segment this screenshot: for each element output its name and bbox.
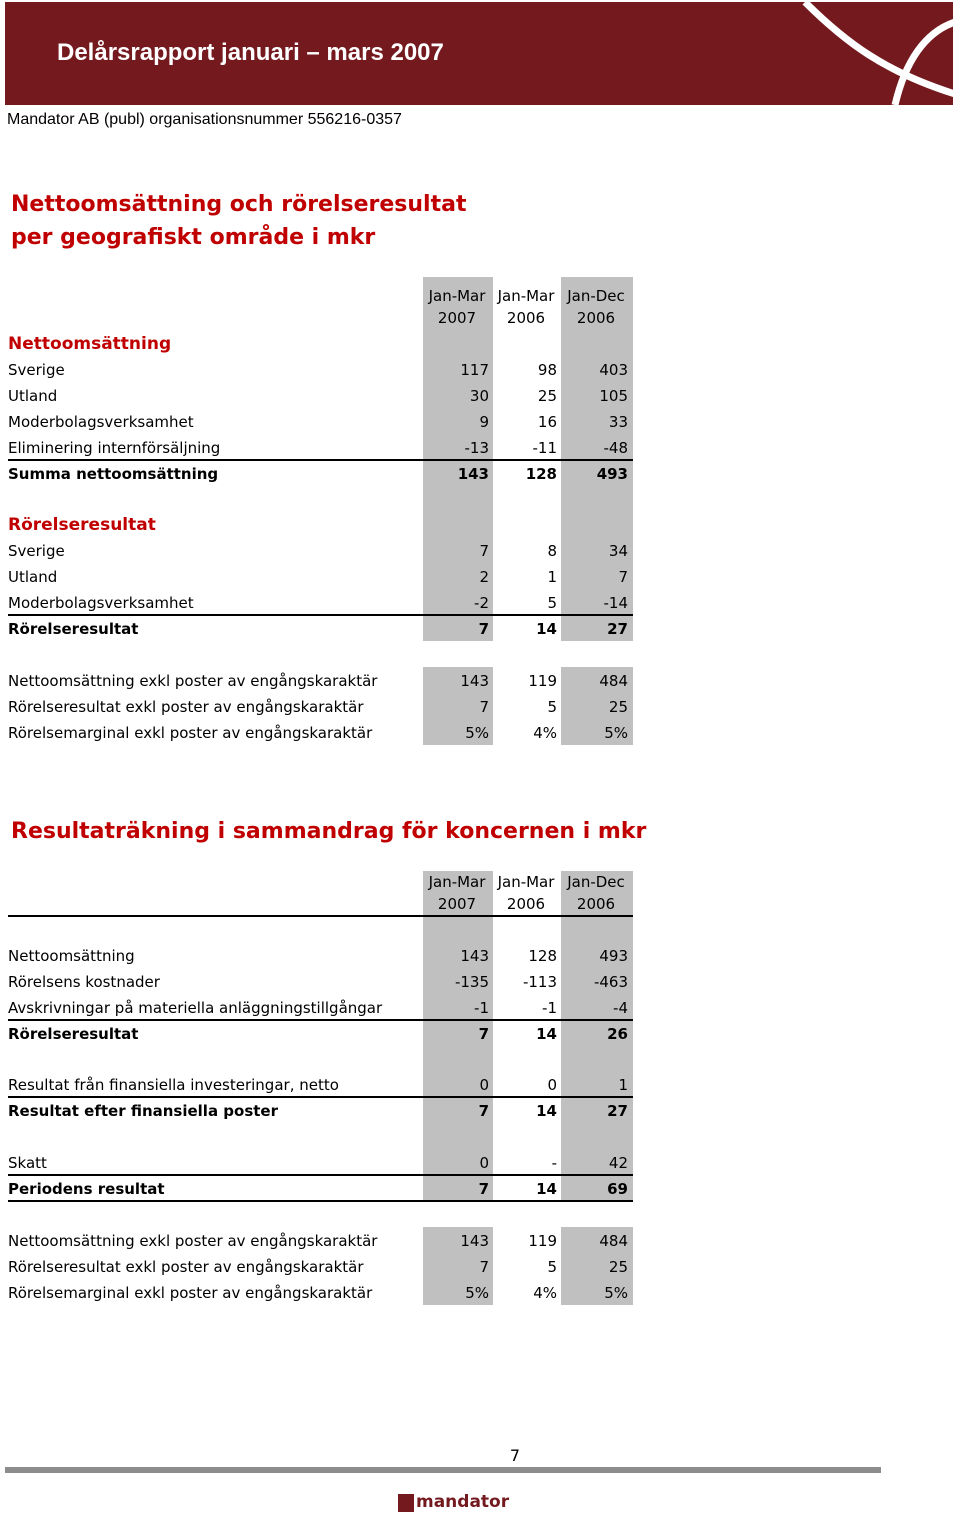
table-row [8,1021,633,1047]
row-label: Avskrivningar på materiella anläggningstillgångar [8,999,383,1017]
cell-value: 0 [479,1076,489,1094]
table-row [8,435,633,461]
cell-value: 1 [618,1076,628,1094]
cell-value: 493 [596,465,628,483]
table-row [8,1280,633,1306]
table-row [8,668,633,694]
column-header: Jan-Mar 2007 [428,873,486,913]
column-header: Jan-Mar 2006 [497,287,555,327]
table-row [8,616,633,642]
row-label: Rörelseresultat [8,1025,139,1043]
cell-value: 98 [537,361,557,379]
cell-value: 7 [478,1102,489,1120]
cell-value: 16 [537,413,557,431]
row-label: Rörelseresultat exkl poster av engångskaraktär [8,1258,364,1276]
cell-value: 7 [478,1180,489,1198]
cell-value: 484 [599,672,628,690]
cell-value: -1 [542,999,557,1017]
row-label: Summa nettoomsättning [8,465,219,483]
row-label: Rörelseresultat [8,620,139,638]
column-header: Jan-Mar 2006 [497,873,555,913]
cell-value: -135 [454,973,489,991]
cell-value: 5 [547,594,557,612]
row-label: Nettoomsättning [8,947,135,965]
cell-value: 143 [460,1232,489,1250]
table-row [8,331,633,357]
cell-value: -13 [464,439,489,457]
column-header: Jan-Dec 2006 [567,873,625,913]
cell-value: 27 [607,1102,628,1120]
column-header: Jan-Mar 2007 [428,287,486,327]
table-rule [8,1200,633,1202]
company-subtitle: Mandator AB (publ) organisationsnummer 556216-0357 [7,111,402,128]
cell-value: 9 [479,413,489,431]
decorative-swoosh-graphic [775,2,953,105]
cell-value: -1 [474,999,489,1017]
table-row [8,538,633,564]
table-row [8,590,633,616]
row-label: Sverige [8,361,65,379]
table-row [8,1098,633,1124]
row-label: Rörelsens kostnader [8,973,160,991]
cell-value: 143 [460,947,489,965]
table-row [8,1254,633,1280]
table-row [8,564,633,590]
cell-value: 2 [479,568,489,586]
cell-value: 42 [608,1154,628,1172]
cell-value: 7 [479,1258,489,1276]
cell-value: 0 [547,1076,557,1094]
cell-value: -14 [603,594,628,612]
cell-value: 4% [533,724,557,742]
cell-value: 117 [460,361,489,379]
cell-value: - [551,1154,557,1172]
row-label: Utland [8,387,58,405]
cell-value: -48 [603,439,628,457]
cell-value: 7 [479,542,489,560]
table-row [8,1150,633,1176]
cell-value: -4 [613,999,628,1017]
cell-value: 403 [599,361,628,379]
cell-value: 493 [599,947,628,965]
table-row [8,1228,633,1254]
cell-value: 5% [465,1284,489,1302]
row-label: Periodens resultat [8,1180,165,1198]
cell-value: 25 [608,698,628,716]
cell-value: 7 [618,568,628,586]
cell-value: 5 [547,698,557,716]
cell-value: 69 [607,1180,628,1198]
cell-value: -113 [522,973,557,991]
row-label: Moderbolagsverksamhet [8,594,194,612]
cell-value: 7 [479,698,489,716]
logo-mark-icon [398,1494,414,1512]
cell-value: 5 [547,1258,557,1276]
logo-text: mandator [416,1492,510,1512]
cell-value: 143 [457,465,489,483]
cell-value: 30 [469,387,489,405]
row-label: Rörelsemarginal exkl poster av engångskaraktär [8,1284,373,1302]
row-label: Resultat från finansiella investeringar, netto [8,1076,339,1094]
cell-value: 128 [525,465,557,483]
cell-value: 4% [533,1284,557,1302]
table-row [8,409,633,435]
cell-value: 105 [599,387,628,405]
cell-value: 7 [478,620,489,638]
row-label: Nettoomsättning exkl poster av engångskaraktär [8,1232,378,1250]
table-row [8,969,633,995]
cell-value: 128 [528,947,557,965]
row-label: Utland [8,568,58,586]
table-row [8,512,633,538]
table-row [8,720,633,746]
section1-title-line1: Nettoomsättning och rörelseresultat [11,192,467,217]
cell-value: 34 [608,542,628,560]
cell-value: 7 [478,1025,489,1043]
cell-value: 5% [465,724,489,742]
table-row [8,694,633,720]
footer-divider [5,1467,881,1473]
row-label: Nettoomsättning [8,334,172,354]
cell-value: 25 [608,1258,628,1276]
cell-value: 14 [536,620,557,638]
cell-value: 5% [604,724,628,742]
cell-value: 0 [479,1154,489,1172]
cell-value: 119 [528,1232,557,1250]
column-header: Jan-Dec 2006 [567,287,625,327]
cell-value: 119 [528,672,557,690]
cell-value: 14 [536,1180,557,1198]
section1-title-line2: per geografiskt område i mkr [11,225,376,250]
cell-value: 8 [547,542,557,560]
row-label: Nettoomsättning exkl poster av engångskaraktär [8,672,378,690]
cell-value: 27 [607,620,628,638]
section2-title: Resultaträkning i sammandrag för koncernen i mkr [11,819,647,844]
report-title: Delårsrapport januari – mars 2007 [57,39,444,66]
row-label: Skatt [8,1154,47,1172]
table-row [8,357,633,383]
table-rule [8,915,633,917]
cell-value: -463 [593,973,628,991]
cell-value: -2 [474,594,489,612]
mandator-logo [398,1492,518,1518]
cell-value: 143 [460,672,489,690]
cell-value: 5% [604,1284,628,1302]
cell-value: -11 [532,439,557,457]
cell-value: 25 [537,387,557,405]
row-label: Moderbolagsverksamhet [8,413,194,431]
table-row [8,943,633,969]
row-label: Rörelsemarginal exkl poster av engångskaraktär [8,724,373,742]
page-number: 7 [509,1446,521,1465]
row-label: Rörelseresultat [8,515,156,535]
table-row [8,461,633,487]
cell-value: 14 [536,1025,557,1043]
row-label: Rörelseresultat exkl poster av engångskaraktär [8,698,364,716]
row-label: Resultat efter finansiella poster [8,1102,278,1120]
table-row [8,1176,633,1202]
row-label: Eliminering internförsäljning [8,439,221,457]
table-row [8,1072,633,1098]
cell-value: 1 [547,568,557,586]
row-label: Sverige [8,542,65,560]
table-row [8,383,633,409]
cell-value: 26 [607,1025,628,1043]
cell-value: 484 [599,1232,628,1250]
cell-value: 14 [536,1102,557,1120]
header-banner [5,2,953,105]
cell-value: 33 [608,413,628,431]
table-row [8,995,633,1021]
